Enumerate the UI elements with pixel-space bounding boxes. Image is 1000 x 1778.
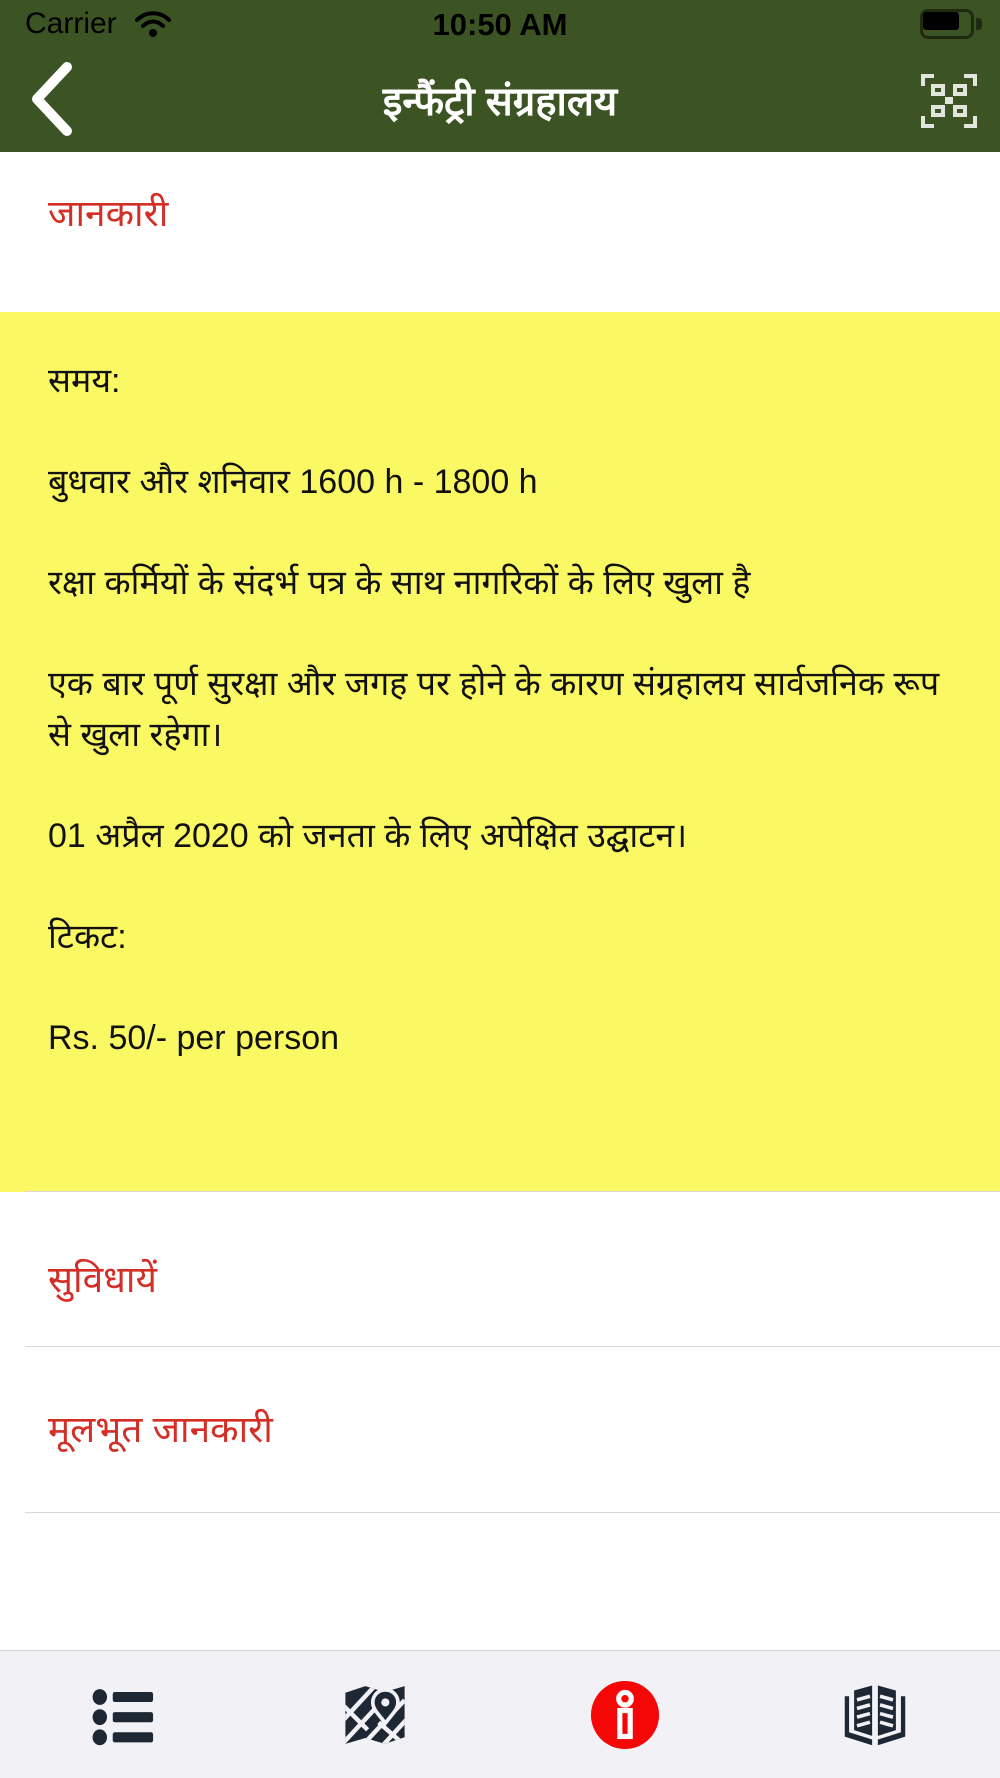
- qr-scan-button[interactable]: [918, 72, 980, 132]
- divider: [25, 1512, 1000, 1513]
- chevron-left-icon: [25, 127, 79, 142]
- divider: [25, 1191, 1000, 1192]
- bullet-list-icon: [89, 1679, 161, 1751]
- section-heading-info[interactable]: जानकारी: [48, 193, 169, 234]
- tab-info[interactable]: [500, 1651, 750, 1778]
- info-circle-icon: [588, 1678, 662, 1752]
- carrier-label: Carrier: [25, 7, 117, 40]
- info-line: समय:: [48, 362, 121, 400]
- section-heading-facilities[interactable]: सुविधायें: [48, 1259, 157, 1300]
- info-line: टिकट:: [48, 918, 127, 956]
- header: [0, 0, 1000, 152]
- status-bar: [0, 0, 1000, 48]
- battery-icon: [920, 9, 982, 39]
- tab-guide[interactable]: [750, 1651, 1000, 1778]
- tab-bar: [0, 1650, 1000, 1778]
- info-line: Rs. 50/- per person: [48, 1019, 340, 1057]
- info-line: 01 अप्रैल 2020 को जनता के लिए अपेक्षित उद्घाटन।: [48, 817, 688, 855]
- info-line: एक बार पूर्ण सुरक्षा और जगह पर होने के कारण संग्रहालय सार्वजनिक रूप से खुला रहेगा।: [48, 665, 940, 754]
- info-line: रक्षा कर्मियों के संदर्भ पत्र के साथ नागरिकों के लिए खुला है: [48, 564, 751, 602]
- section-heading-basic-info[interactable]: मूलभूत जानकारी: [48, 1409, 273, 1450]
- tab-list[interactable]: [0, 1651, 250, 1778]
- status-clock: 10:50 AM: [432, 7, 568, 42]
- back-button[interactable]: [20, 56, 84, 144]
- qr-scan-icon: [920, 117, 978, 132]
- tab-map[interactable]: [250, 1651, 500, 1778]
- divider: [25, 1346, 1000, 1347]
- info-card: [0, 312, 1000, 1192]
- map-with-pin-icon: [338, 1678, 412, 1752]
- page-title: इन्फैंट्री संग्रहालय: [382, 80, 618, 124]
- open-book-icon: [839, 1679, 911, 1751]
- info-line: बुधवार और शनिवार 1600 h - 1800 h: [48, 463, 538, 501]
- nav-bar: [0, 48, 1000, 152]
